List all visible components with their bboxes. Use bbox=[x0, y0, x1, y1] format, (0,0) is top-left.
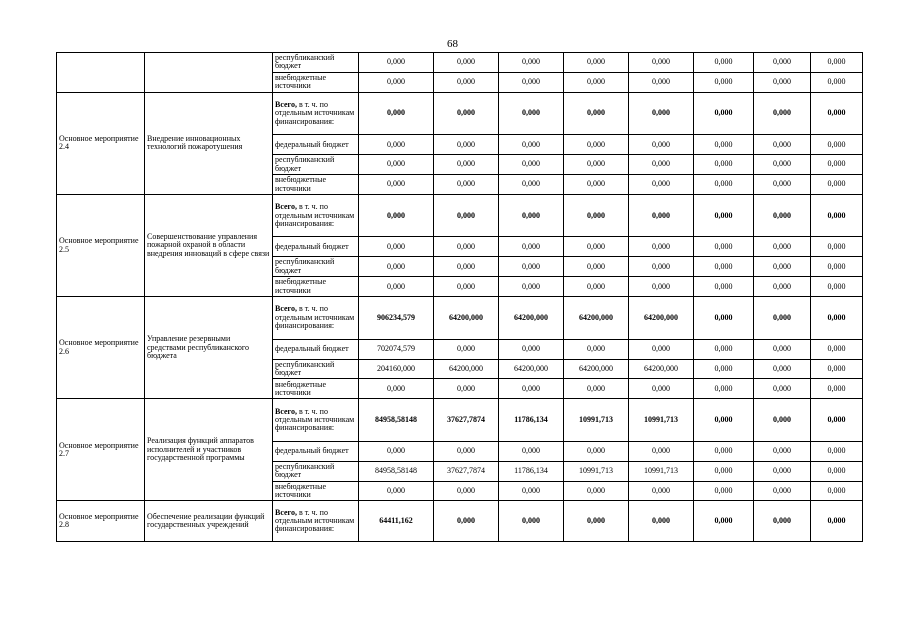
value-cell-3: 64200,000 bbox=[499, 297, 564, 340]
value-cell-8: 0,000 bbox=[811, 53, 863, 73]
value-cell-8: 0,000 bbox=[811, 237, 863, 257]
value-cell-4: 0,000 bbox=[564, 155, 629, 175]
source-cell: Всего, в т. ч. по отдельным источникам финансирования: bbox=[273, 501, 359, 542]
value-cell-2: 0,000 bbox=[434, 257, 499, 277]
value-cell-6: 0,000 bbox=[694, 135, 754, 155]
activity-code-cell: Основное мероприятие 2.8 bbox=[57, 501, 145, 542]
value-cell-3: 0,000 bbox=[499, 72, 564, 92]
value-cell-6: 0,000 bbox=[694, 399, 754, 442]
value-cell-1: 0,000 bbox=[359, 135, 434, 155]
source-lead: Всего, bbox=[275, 202, 297, 212]
value-cell-8: 0,000 bbox=[811, 501, 863, 542]
source-cell: внебюджетные источники bbox=[273, 72, 359, 92]
value-cell-5: 0,000 bbox=[629, 92, 694, 135]
page-number: 68 bbox=[447, 38, 458, 50]
value-cell-3: 0,000 bbox=[499, 237, 564, 257]
value-cell-1: 0,000 bbox=[359, 379, 434, 399]
source-cell: федеральный бюджет bbox=[273, 135, 359, 155]
value-cell-4: 64200,000 bbox=[564, 359, 629, 379]
activity-name-cell: Обеспечение реализации функций государственных учреждений bbox=[145, 501, 273, 542]
source-cell: федеральный бюджет bbox=[273, 441, 359, 461]
value-cell-1: 0,000 bbox=[359, 481, 434, 501]
activity-code-cell: Основное мероприятие 2.6 bbox=[57, 297, 145, 399]
value-cell-3: 0,000 bbox=[499, 155, 564, 175]
value-cell-3: 0,000 bbox=[499, 257, 564, 277]
value-cell-6: 0,000 bbox=[694, 277, 754, 297]
value-cell-3: 0,000 bbox=[499, 135, 564, 155]
value-cell-5: 0,000 bbox=[629, 481, 694, 501]
source-cell: внебюджетные источники bbox=[273, 379, 359, 399]
value-cell-2: 0,000 bbox=[434, 379, 499, 399]
activity-name-cell: Управление резервными средствами республиканского бюджета bbox=[145, 297, 273, 399]
value-cell-2: 64200,000 bbox=[434, 297, 499, 340]
value-cell-6: 0,000 bbox=[694, 155, 754, 175]
value-cell-1: 0,000 bbox=[359, 175, 434, 195]
value-cell-8: 0,000 bbox=[811, 339, 863, 359]
value-cell-2: 0,000 bbox=[434, 237, 499, 257]
value-cell-3: 0,000 bbox=[499, 339, 564, 359]
value-cell-1: 0,000 bbox=[359, 441, 434, 461]
value-cell-5: 0,000 bbox=[629, 194, 694, 237]
value-cell-6: 0,000 bbox=[694, 237, 754, 257]
source-cell: федеральный бюджет bbox=[273, 237, 359, 257]
value-cell-3: 0,000 bbox=[499, 194, 564, 237]
value-cell-4: 0,000 bbox=[564, 135, 629, 155]
value-cell-1: 84958,58148 bbox=[359, 399, 434, 442]
source-lead: Всего, bbox=[275, 507, 297, 517]
value-cell-6: 0,000 bbox=[694, 194, 754, 237]
value-cell-4: 0,000 bbox=[564, 72, 629, 92]
value-cell-4: 0,000 bbox=[564, 501, 629, 542]
value-cell-4: 0,000 bbox=[564, 175, 629, 195]
budget-table bbox=[56, 52, 863, 542]
source-lead: Всего, bbox=[275, 406, 297, 416]
source-lead: Всего, bbox=[275, 304, 297, 314]
value-cell-7: 0,000 bbox=[754, 155, 811, 175]
table-row bbox=[57, 194, 863, 237]
value-cell-4: 0,000 bbox=[564, 257, 629, 277]
value-cell-3: 64200,000 bbox=[499, 359, 564, 379]
value-cell-4: 0,000 bbox=[564, 339, 629, 359]
value-cell-8: 0,000 bbox=[811, 441, 863, 461]
value-cell-4: 0,000 bbox=[564, 237, 629, 257]
activity-name-cell: Внедрение инновационных технологий пожаротушения bbox=[145, 92, 273, 194]
table-row bbox=[57, 399, 863, 442]
value-cell-8: 0,000 bbox=[811, 155, 863, 175]
table-row bbox=[57, 501, 863, 542]
value-cell-3: 0,000 bbox=[499, 92, 564, 135]
value-cell-4: 0,000 bbox=[564, 194, 629, 237]
activity-code-cell: Основное мероприятие 2.5 bbox=[57, 194, 145, 296]
value-cell-7: 0,000 bbox=[754, 297, 811, 340]
value-cell-3: 0,000 bbox=[499, 441, 564, 461]
value-cell-5: 64200,000 bbox=[629, 359, 694, 379]
value-cell-4: 0,000 bbox=[564, 277, 629, 297]
value-cell-7: 0,000 bbox=[754, 237, 811, 257]
value-cell-1: 0,000 bbox=[359, 92, 434, 135]
value-cell-8: 0,000 bbox=[811, 399, 863, 442]
value-cell-7: 0,000 bbox=[754, 481, 811, 501]
value-cell-2: 0,000 bbox=[434, 481, 499, 501]
value-cell-6: 0,000 bbox=[694, 379, 754, 399]
value-cell-7: 0,000 bbox=[754, 277, 811, 297]
value-cell-4: 0,000 bbox=[564, 481, 629, 501]
value-cell-5: 10991,713 bbox=[629, 461, 694, 481]
value-cell-8: 0,000 bbox=[811, 92, 863, 135]
value-cell-1: 64411,162 bbox=[359, 501, 434, 542]
activity-name-cell bbox=[145, 53, 273, 93]
source-cell: Всего, в т. ч. по отдельным источникам финансирования: bbox=[273, 194, 359, 237]
value-cell-2: 37627,7874 bbox=[434, 399, 499, 442]
value-cell-2: 64200,000 bbox=[434, 359, 499, 379]
source-lead: Всего, bbox=[275, 100, 297, 110]
value-cell-6: 0,000 bbox=[694, 501, 754, 542]
activity-code-cell: Основное мероприятие 2.4 bbox=[57, 92, 145, 194]
value-cell-7: 0,000 bbox=[754, 399, 811, 442]
value-cell-5: 10991,713 bbox=[629, 399, 694, 442]
value-cell-8: 0,000 bbox=[811, 297, 863, 340]
value-cell-2: 0,000 bbox=[434, 175, 499, 195]
value-cell-5: 0,000 bbox=[629, 155, 694, 175]
value-cell-7: 0,000 bbox=[754, 461, 811, 481]
value-cell-7: 0,000 bbox=[754, 92, 811, 135]
source-cell: Всего, в т. ч. по отдельным источникам финансирования: bbox=[273, 399, 359, 442]
value-cell-2: 0,000 bbox=[434, 277, 499, 297]
value-cell-5: 0,000 bbox=[629, 257, 694, 277]
source-cell: федеральный бюджет bbox=[273, 339, 359, 359]
value-cell-4: 0,000 bbox=[564, 53, 629, 73]
value-cell-1: 84958,58148 bbox=[359, 461, 434, 481]
source-cell: внебюджетные источники bbox=[273, 277, 359, 297]
table-row bbox=[57, 92, 863, 135]
source-cell: внебюджетные источники bbox=[273, 175, 359, 195]
value-cell-8: 0,000 bbox=[811, 257, 863, 277]
value-cell-2: 0,000 bbox=[434, 155, 499, 175]
source-cell: республиканский бюджет bbox=[273, 155, 359, 175]
value-cell-8: 0,000 bbox=[811, 461, 863, 481]
value-cell-8: 0,000 bbox=[811, 72, 863, 92]
value-cell-6: 0,000 bbox=[694, 481, 754, 501]
source-cell: республиканский бюджет bbox=[273, 53, 359, 73]
value-cell-2: 0,000 bbox=[434, 501, 499, 542]
value-cell-6: 0,000 bbox=[694, 72, 754, 92]
value-cell-7: 0,000 bbox=[754, 501, 811, 542]
value-cell-1: 0,000 bbox=[359, 257, 434, 277]
value-cell-8: 0,000 bbox=[811, 277, 863, 297]
value-cell-6: 0,000 bbox=[694, 359, 754, 379]
value-cell-5: 0,000 bbox=[629, 237, 694, 257]
value-cell-1: 0,000 bbox=[359, 53, 434, 73]
value-cell-3: 11786,134 bbox=[499, 461, 564, 481]
value-cell-1: 906234,579 bbox=[359, 297, 434, 340]
value-cell-2: 0,000 bbox=[434, 135, 499, 155]
source-cell: Всего, в т. ч. по отдельным источникам финансирования: bbox=[273, 297, 359, 340]
budget-table-body bbox=[57, 53, 863, 542]
value-cell-2: 0,000 bbox=[434, 194, 499, 237]
value-cell-4: 64200,000 bbox=[564, 297, 629, 340]
value-cell-6: 0,000 bbox=[694, 441, 754, 461]
source-cell: республиканский бюджет bbox=[273, 257, 359, 277]
source-cell: республиканский бюджет bbox=[273, 461, 359, 481]
value-cell-6: 0,000 bbox=[694, 175, 754, 195]
value-cell-3: 0,000 bbox=[499, 501, 564, 542]
value-cell-5: 0,000 bbox=[629, 339, 694, 359]
activity-code-cell: Основное мероприятие 2.7 bbox=[57, 399, 145, 501]
value-cell-6: 0,000 bbox=[694, 461, 754, 481]
value-cell-3: 0,000 bbox=[499, 53, 564, 73]
value-cell-7: 0,000 bbox=[754, 175, 811, 195]
value-cell-8: 0,000 bbox=[811, 194, 863, 237]
source-cell: Всего, в т. ч. по отдельным источникам финансирования: bbox=[273, 92, 359, 135]
value-cell-5: 0,000 bbox=[629, 379, 694, 399]
value-cell-2: 0,000 bbox=[434, 72, 499, 92]
value-cell-3: 0,000 bbox=[499, 175, 564, 195]
value-cell-5: 0,000 bbox=[629, 72, 694, 92]
activity-code-cell bbox=[57, 53, 145, 93]
value-cell-1: 204160,000 bbox=[359, 359, 434, 379]
value-cell-7: 0,000 bbox=[754, 359, 811, 379]
value-cell-7: 0,000 bbox=[754, 257, 811, 277]
value-cell-6: 0,000 bbox=[694, 339, 754, 359]
value-cell-5: 0,000 bbox=[629, 175, 694, 195]
value-cell-3: 0,000 bbox=[499, 481, 564, 501]
value-cell-5: 0,000 bbox=[629, 441, 694, 461]
value-cell-2: 37627,7874 bbox=[434, 461, 499, 481]
value-cell-7: 0,000 bbox=[754, 194, 811, 237]
value-cell-5: 64200,000 bbox=[629, 297, 694, 340]
value-cell-8: 0,000 bbox=[811, 175, 863, 195]
value-cell-6: 0,000 bbox=[694, 53, 754, 73]
value-cell-3: 11786,134 bbox=[499, 399, 564, 442]
value-cell-3: 0,000 bbox=[499, 277, 564, 297]
value-cell-5: 0,000 bbox=[629, 53, 694, 73]
value-cell-8: 0,000 bbox=[811, 359, 863, 379]
value-cell-1: 0,000 bbox=[359, 194, 434, 237]
value-cell-8: 0,000 bbox=[811, 379, 863, 399]
value-cell-4: 0,000 bbox=[564, 92, 629, 135]
value-cell-5: 0,000 bbox=[629, 501, 694, 542]
value-cell-1: 0,000 bbox=[359, 237, 434, 257]
value-cell-4: 10991,713 bbox=[564, 399, 629, 442]
value-cell-4: 0,000 bbox=[564, 441, 629, 461]
value-cell-7: 0,000 bbox=[754, 72, 811, 92]
value-cell-4: 0,000 bbox=[564, 379, 629, 399]
value-cell-8: 0,000 bbox=[811, 481, 863, 501]
value-cell-7: 0,000 bbox=[754, 379, 811, 399]
table-row bbox=[57, 297, 863, 340]
source-cell: республиканский бюджет bbox=[273, 359, 359, 379]
activity-name-cell: Совершенствование управления пожарной охраной в области внедрения инноваций в сфере связи bbox=[145, 194, 273, 296]
value-cell-8: 0,000 bbox=[811, 135, 863, 155]
value-cell-6: 0,000 bbox=[694, 257, 754, 277]
value-cell-6: 0,000 bbox=[694, 92, 754, 135]
activity-name-cell: Реализация функций аппаратов исполнителей и участников государственной программы bbox=[145, 399, 273, 501]
value-cell-6: 0,000 bbox=[694, 297, 754, 340]
value-cell-3: 0,000 bbox=[499, 379, 564, 399]
value-cell-1: 702074,579 bbox=[359, 339, 434, 359]
value-cell-1: 0,000 bbox=[359, 72, 434, 92]
value-cell-7: 0,000 bbox=[754, 135, 811, 155]
value-cell-2: 0,000 bbox=[434, 339, 499, 359]
value-cell-7: 0,000 bbox=[754, 339, 811, 359]
value-cell-1: 0,000 bbox=[359, 155, 434, 175]
value-cell-7: 0,000 bbox=[754, 53, 811, 73]
value-cell-2: 0,000 bbox=[434, 92, 499, 135]
value-cell-4: 10991,713 bbox=[564, 461, 629, 481]
value-cell-1: 0,000 bbox=[359, 277, 434, 297]
value-cell-5: 0,000 bbox=[629, 135, 694, 155]
value-cell-2: 0,000 bbox=[434, 53, 499, 73]
value-cell-2: 0,000 bbox=[434, 441, 499, 461]
table-row bbox=[57, 53, 863, 73]
value-cell-5: 0,000 bbox=[629, 277, 694, 297]
value-cell-7: 0,000 bbox=[754, 441, 811, 461]
source-cell: внебюджетные источники bbox=[273, 481, 359, 501]
